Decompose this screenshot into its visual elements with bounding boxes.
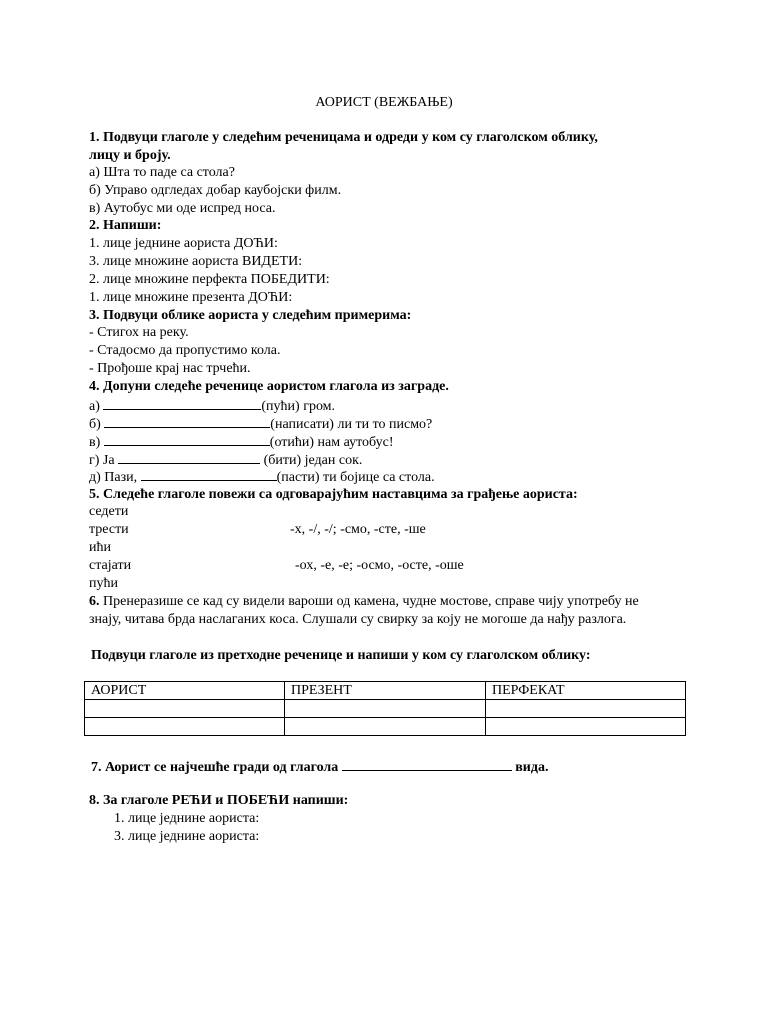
q7-suffix: вида. <box>511 760 549 775</box>
q3-item: - Прођоше крај нас трчећи. <box>89 361 251 376</box>
q5-endings-group: -ох, -е, -е; -осмо, -осте, -оше <box>295 558 464 573</box>
table-header-perfect: ПЕРФЕКАТ <box>486 682 686 700</box>
table-header-aorist: АОРИСТ <box>85 682 285 700</box>
q4-item <box>89 467 435 487</box>
table-row <box>85 700 686 718</box>
answer-blank[interactable] <box>104 432 270 446</box>
q4-item-prefix: в) <box>89 435 104 450</box>
q2-heading: 2. Напиши: <box>89 218 162 233</box>
q2-item: 1. лице множине презента ДОЋИ: <box>89 290 293 305</box>
q4-item-suffix: (пасти) ти бојице са стола. <box>276 470 435 485</box>
q4-item <box>89 414 432 434</box>
table-cell[interactable] <box>486 718 686 736</box>
q8-item: 3. лице једнине аориста: <box>114 829 260 844</box>
q5-verb: трести <box>89 522 129 537</box>
answer-blank[interactable] <box>141 467 277 481</box>
table-cell[interactable] <box>85 700 285 718</box>
table-cell[interactable] <box>285 718 486 736</box>
q1-heading: 1. Подвуци глаголе у следећим реченицама и одреди у ком су глаголском облику, <box>89 130 598 145</box>
q4-heading: 4. Допуни следеће реченице аористом глагола из заграде. <box>89 379 449 394</box>
q4-item-prefix: д) Пази, <box>89 470 141 485</box>
table-header-row <box>85 682 686 700</box>
table-row <box>85 718 686 736</box>
q5-heading: 5. Следеће глаголе повежи са одговарајућим наставцима за грађење аориста: <box>89 487 578 502</box>
q4-item-prefix: г) Ја <box>89 453 119 468</box>
q2-item: 2. лице множине перфекта ПОБЕДИТИ: <box>89 272 330 287</box>
q4-item-suffix: (отићи) нам аутобус! <box>269 435 394 450</box>
q7-prefix: 7. Аорист се најчешће гради од глагола <box>91 760 342 775</box>
answer-blank[interactable] <box>342 757 512 771</box>
q2-item: 3. лице множине аориста ВИДЕТИ: <box>89 254 303 269</box>
answer-blank[interactable] <box>103 396 261 410</box>
q6-paragraph <box>89 593 674 629</box>
table-cell[interactable] <box>85 718 285 736</box>
table-header-present: ПРЕЗЕНТ <box>285 682 486 700</box>
q4-item-suffix: (написати) ли ти то писмо? <box>270 417 433 432</box>
q4-item-suffix: (пући) гром. <box>261 399 336 414</box>
q8-item: 1. лице једнине аориста: <box>114 811 260 826</box>
q3-item: - Стадосмо да пропустимо кола. <box>89 343 281 358</box>
q6-number: 6. <box>89 594 100 609</box>
answer-blank[interactable] <box>118 450 260 464</box>
table-cell[interactable] <box>285 700 486 718</box>
q1-item: б) Управо одгледах добар каубојски филм. <box>89 183 342 198</box>
q5-verb: пући <box>89 576 118 591</box>
q3-heading: 3. Подвуци облике аориста у следећим примерима: <box>89 308 412 323</box>
q5-endings-group: -х, -/, -/; -смо, -сте, -ше <box>290 522 426 537</box>
verb-form-table <box>84 681 686 736</box>
table-cell[interactable] <box>486 700 686 718</box>
q6-instruction: Подвуци глаголе из претходне реченице и напиши у ком су глаголском облику: <box>91 648 591 663</box>
q4-item <box>89 396 335 416</box>
q8-heading: 8. За глаголе РЕЋИ и ПОБЕЋИ напиши: <box>89 793 349 808</box>
page-title: АОРИСТ (ВЕЖБАЊЕ) <box>315 95 453 110</box>
q1-item: в) Аутобус ми оде испред носа. <box>89 201 276 216</box>
q4-item-suffix: (бити) један сок. <box>260 453 363 468</box>
answer-blank[interactable] <box>104 414 270 428</box>
q2-item: 1. лице једнине аориста ДОЋИ: <box>89 236 278 251</box>
q5-verb: седети <box>89 504 129 519</box>
q5-verb: ићи <box>89 540 111 555</box>
q4-item-prefix: б) <box>89 417 105 432</box>
q1-item: а) Шта то паде са стола? <box>89 165 235 180</box>
q7-line <box>91 757 548 777</box>
q4-item-prefix: а) <box>89 399 104 414</box>
q6-text: Пренеразише се кад су видели вароши од камена, чудне мостове, справе чију употребу не знају, читава брда наслаганих коса. Слушали су свирку за коју не могоше да нађу разлога. <box>89 594 639 627</box>
q1-heading-cont: лицу и броју. <box>89 148 171 163</box>
q3-item: - Стигох на реку. <box>89 325 189 340</box>
q4-item <box>89 432 394 452</box>
q5-verb: стајати <box>89 558 132 573</box>
